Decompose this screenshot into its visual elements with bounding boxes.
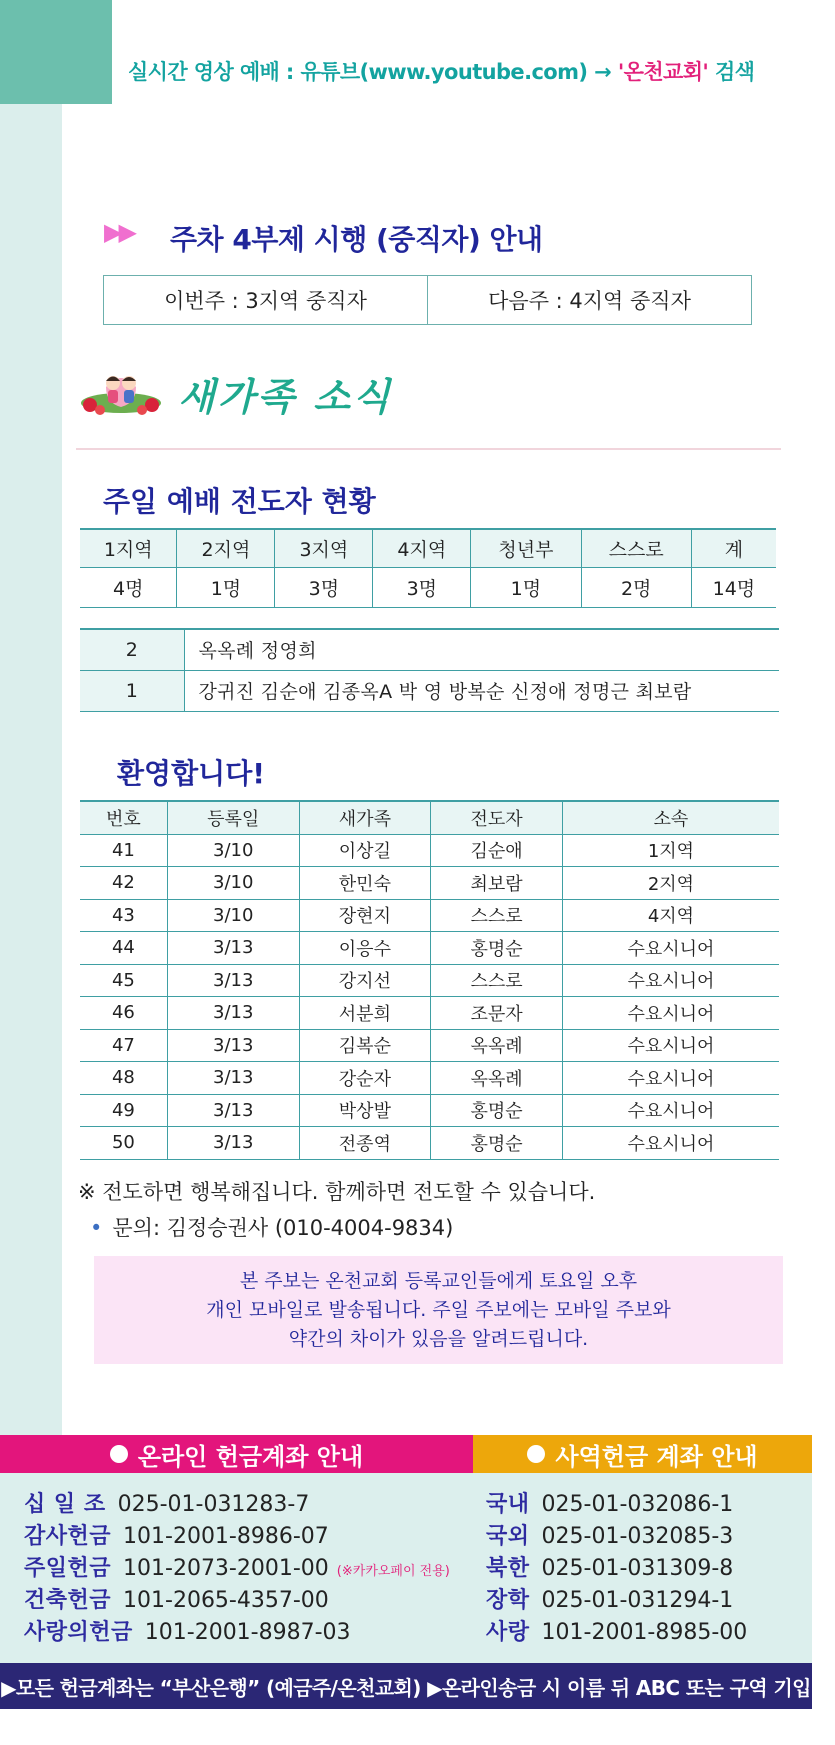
table-row [80, 997, 779, 1030]
table-cell: 3/13 [167, 1062, 299, 1095]
online-offering-header [0, 1435, 473, 1473]
account-label: 사랑의헌금 [24, 1620, 133, 1645]
contact-text: 문의: 김정승권사 (010-4004-9834) [112, 1216, 454, 1240]
table-cell: 3/13 [167, 1094, 299, 1127]
header-cell: 1지역 [80, 529, 177, 567]
table-cell: 수요시니어 [562, 997, 779, 1030]
table-cell: 한민숙 [299, 867, 431, 900]
count-cell: 2 [80, 629, 184, 670]
account-label: 십 일 조 [24, 1492, 106, 1517]
table-cell: 3/10 [167, 867, 299, 900]
table-cell: 3/13 [167, 964, 299, 997]
table-cell: 2명 [581, 567, 691, 607]
table-cell: 43 [80, 899, 167, 932]
live-stream-banner [128, 56, 754, 86]
count-cell: 1 [80, 670, 184, 711]
mobile-bulletin-notice [94, 1256, 783, 1364]
account-label: 국외 [486, 1524, 530, 1549]
header-cell: 3지역 [275, 529, 373, 567]
parking-next-week: 다음주 : 4지역 중직자 [427, 276, 751, 324]
table-cell: 4지역 [562, 899, 779, 932]
account-number: 101-2001-8985-00 [541, 1620, 748, 1645]
account-row [486, 1487, 733, 1518]
account-label: 북한 [486, 1556, 530, 1581]
table-cell: 스스로 [431, 899, 563, 932]
notice-line: 본 주보는 온천교회 등록교인들에게 토요일 오후 [239, 1269, 638, 1292]
table-cell: 홍명순 [431, 1127, 563, 1160]
account-number: 101-2001-8987-03 [144, 1620, 351, 1645]
evangelism-note: ※ 전도하면 행복해집니다. 함께하면 전도할 수 있습니다. [78, 1180, 596, 1204]
header-cell: 계 [691, 529, 776, 567]
table-cell: 48 [80, 1062, 167, 1095]
header-cell: 스스로 [581, 529, 691, 567]
table-row [80, 670, 779, 711]
table-cell: 3/10 [167, 834, 299, 867]
table-cell: 3/13 [167, 997, 299, 1030]
table-cell: 3/13 [167, 1127, 299, 1160]
evangelist-status-title: 주일 예배 전도자 현황 [103, 485, 376, 518]
table-header-row [80, 529, 776, 567]
table-cell: 강지선 [299, 964, 431, 997]
table-cell: 49 [80, 1094, 167, 1127]
table-cell: 42 [80, 867, 167, 900]
table-cell: 수요시니어 [562, 1094, 779, 1127]
table-cell: 장현지 [299, 899, 431, 932]
account-row [24, 1519, 329, 1550]
table-cell: 조문자 [431, 997, 563, 1030]
table-row [80, 964, 779, 997]
table-cell: 수요시니어 [562, 1127, 779, 1160]
account-list-panel [0, 1473, 812, 1663]
account-row [486, 1519, 733, 1550]
table-cell: 14명 [691, 567, 776, 607]
account-number: 025-01-031283-7 [117, 1492, 310, 1517]
parking-info-box [103, 275, 752, 325]
account-label: 건축헌금 [24, 1588, 112, 1613]
table-cell: 1명 [177, 567, 275, 607]
account-number: 101-2073-2001-00 [123, 1556, 329, 1581]
table-cell: 김복순 [299, 1029, 431, 1062]
notice-line: 개인 모바일로 발송됩니다. 주일 주보에는 모바일 주보와 [206, 1298, 671, 1321]
table-cell: 3/13 [167, 1029, 299, 1062]
table-row [80, 899, 779, 932]
table-cell: 옥옥례 [431, 1029, 563, 1062]
bullet-icon: • [90, 1216, 103, 1240]
header-cell: 청년부 [471, 529, 581, 567]
account-number: 101-2001-8986-07 [123, 1524, 329, 1549]
table-cell: 수요시니어 [562, 964, 779, 997]
table-row [80, 1094, 779, 1127]
header-cell: 전도자 [431, 801, 563, 834]
table-cell: 최보람 [431, 867, 563, 900]
table-cell: 이상길 [299, 834, 431, 867]
table-cell: 이응수 [299, 932, 431, 965]
table-row [80, 867, 779, 900]
contact-line [90, 1212, 453, 1242]
new-family-table-body [80, 834, 779, 1159]
table-cell: 3명 [275, 567, 373, 607]
table-cell: 수요시니어 [562, 1029, 779, 1062]
table-cell: 3/13 [167, 932, 299, 965]
kakaopay-note: (※카카오페이 전용) [336, 1564, 450, 1579]
account-row [486, 1551, 733, 1582]
table-cell: 수요시니어 [562, 932, 779, 965]
online-offering-title: 온라인 헌금계좌 안내 [137, 1442, 364, 1471]
table-row [80, 1029, 779, 1062]
header-cell: 소속 [562, 801, 779, 834]
parking-this-week: 이번주 : 3지역 중직자 [164, 289, 367, 313]
names-cell: 강귀진 김순애 김종옥A 박 영 방복순 신정애 정명근 최보람 [184, 670, 779, 711]
account-row [24, 1551, 450, 1582]
table-row [80, 1127, 779, 1160]
circle-bullet-icon [110, 1445, 128, 1463]
account-number: 025-01-031294-1 [541, 1588, 734, 1613]
account-number: 025-01-031309-8 [541, 1556, 734, 1581]
header-cell: 4지역 [373, 529, 471, 567]
table-cell: 홍명순 [431, 1094, 563, 1127]
corner-decor-block [0, 0, 112, 104]
parking-title: 주차 4부제 시행 (중직자) 안내 [170, 223, 543, 256]
new-family-table [80, 800, 779, 1160]
live-banner-prefix: 실시간 영상 예배 : 유튜브(www.youtube.com) → [128, 60, 618, 84]
evangelist-count-table [80, 628, 779, 712]
table-row [80, 1062, 779, 1095]
header-cell: 번호 [80, 801, 167, 834]
mission-offering-header [473, 1435, 812, 1473]
account-row [486, 1615, 747, 1646]
table-cell: 2지역 [562, 867, 779, 900]
table-cell: 박상발 [299, 1094, 431, 1127]
new-family-title: 새가족 소식 [178, 375, 393, 419]
account-number: 025-01-032086-1 [541, 1492, 734, 1517]
evangelist-summary-table [80, 528, 776, 608]
header-cell: 새가족 [299, 801, 431, 834]
double-arrow-icon: ▶▶ [104, 218, 133, 246]
account-row [24, 1487, 309, 1518]
section-divider [76, 448, 781, 450]
table-cell: 1지역 [562, 834, 779, 867]
table-cell: 44 [80, 932, 167, 965]
table-cell: 45 [80, 964, 167, 997]
header-cell: 2지역 [177, 529, 275, 567]
live-banner-suffix: 검색 [708, 60, 755, 84]
table-cell: 옥옥례 [431, 1062, 563, 1095]
account-row [486, 1583, 733, 1614]
couple-icon [76, 363, 166, 419]
table-cell: 47 [80, 1029, 167, 1062]
account-label: 국내 [486, 1492, 530, 1517]
names-cell: 옥옥례 정영희 [184, 629, 779, 670]
account-label: 사랑 [486, 1620, 530, 1645]
table-cell: 3명 [373, 567, 471, 607]
table-cell: 홍명순 [431, 932, 563, 965]
account-number: 101-2065-4357-00 [123, 1588, 329, 1613]
left-decor-strip [0, 0, 62, 1435]
table-cell: 수요시니어 [562, 1062, 779, 1095]
bank-info-footer: ▶모든 헌금계좌는 “부산은행” (예금주/온천교회) ▶온라인송금 시 이름 뒤 ABC 또는 구역 기입 [0, 1663, 812, 1709]
table-cell: 50 [80, 1127, 167, 1160]
table-cell: 4명 [80, 567, 177, 607]
table-cell: 3/10 [167, 899, 299, 932]
header-cell: 등록일 [167, 801, 299, 834]
circle-bullet-icon [527, 1445, 545, 1463]
table-cell: 김순애 [431, 834, 563, 867]
account-row [24, 1615, 351, 1646]
live-banner-highlight: '온천교회' [617, 60, 709, 84]
table-row [80, 834, 779, 867]
notice-line: 약간의 차이가 있음을 알려드립니다. [288, 1327, 589, 1350]
table-row [80, 629, 779, 670]
mission-offering-title: 사역헌금 계좌 안내 [555, 1442, 758, 1471]
welcome-title: 환영합니다! [117, 757, 266, 790]
table-cell: 41 [80, 834, 167, 867]
table-cell: 강순자 [299, 1062, 431, 1095]
account-label: 감사헌금 [24, 1524, 112, 1549]
account-label: 장학 [486, 1588, 530, 1613]
table-cell: 스스로 [431, 964, 563, 997]
account-label: 주일헌금 [24, 1556, 112, 1581]
account-row [24, 1583, 329, 1614]
table-row [80, 932, 779, 965]
table-row [80, 567, 776, 607]
table-cell: 46 [80, 997, 167, 1030]
table-cell: 전종역 [299, 1127, 431, 1160]
table-cell: 서분희 [299, 997, 431, 1030]
table-cell: 1명 [471, 567, 581, 607]
account-number: 025-01-032085-3 [541, 1524, 734, 1549]
table-header-row [80, 801, 779, 834]
